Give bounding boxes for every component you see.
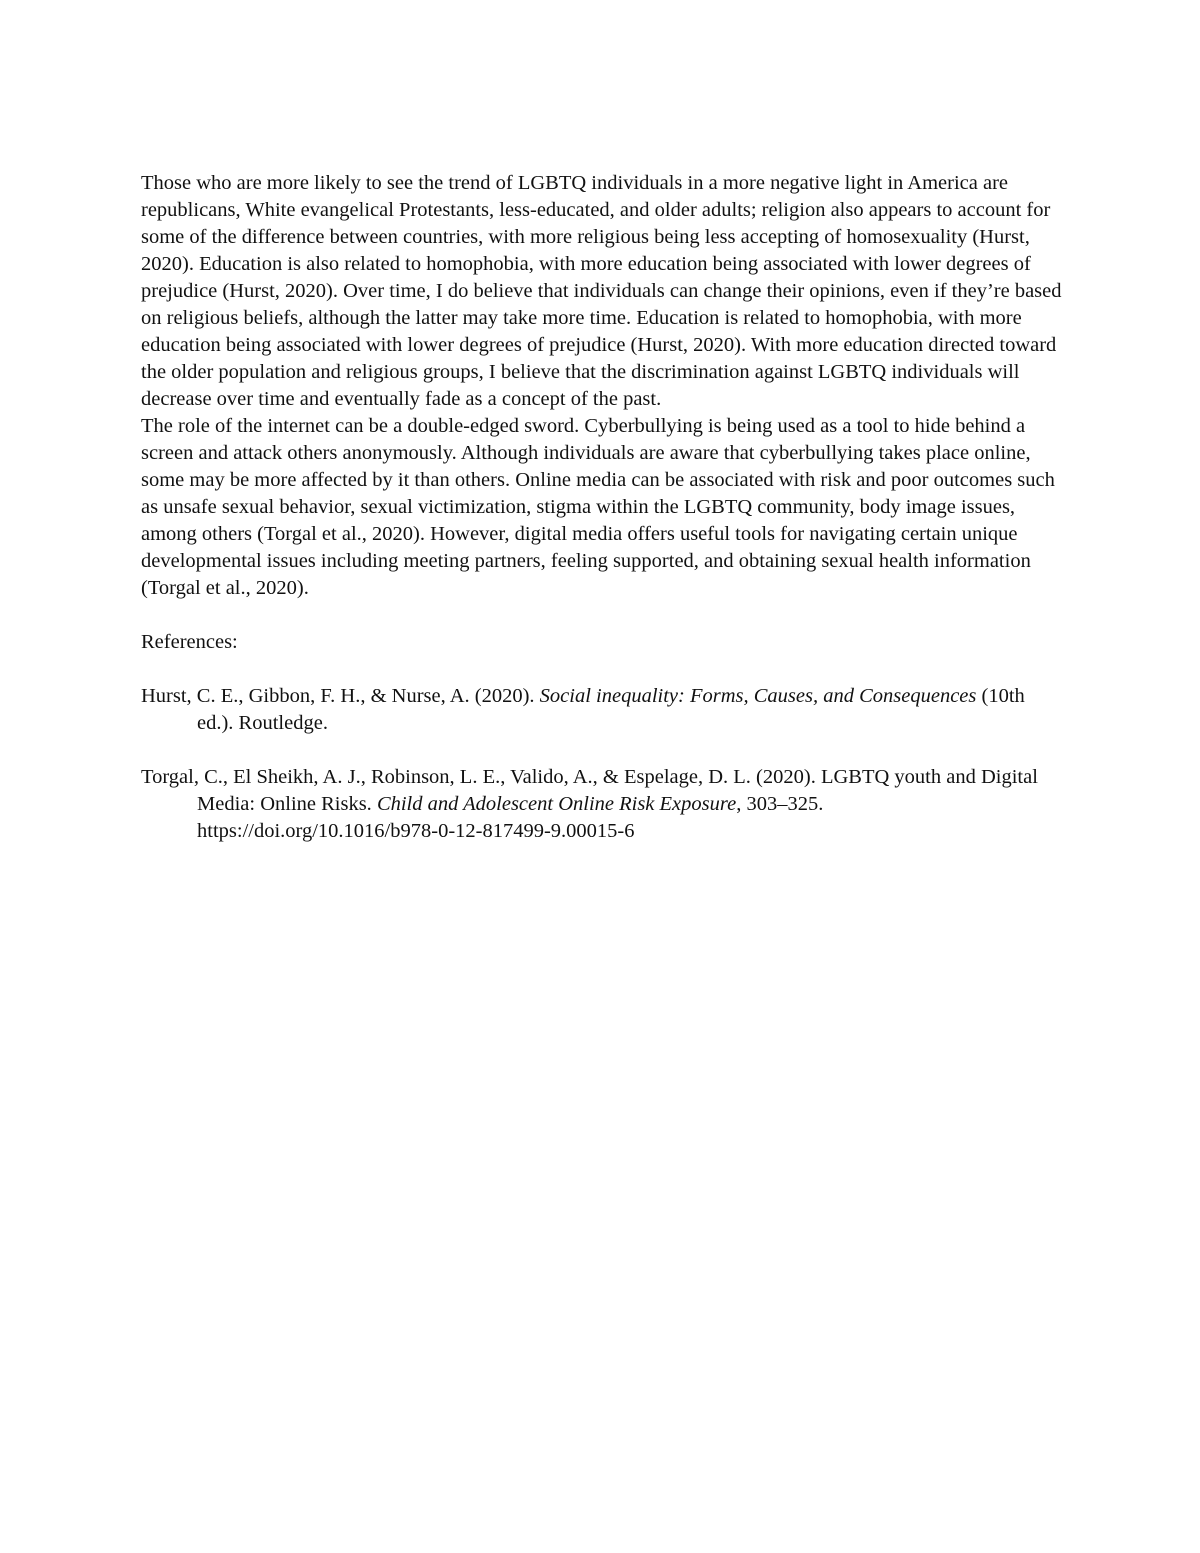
document-page [141, 170, 1063, 872]
references-heading: References: [141, 631, 238, 653]
reference-details: (10th ed.). Routledge. [197, 685, 1025, 734]
reference-title: Social inequality: Forms, Causes, and Consequences [539, 685, 977, 707]
reference-authors: Torgal, C., El Sheikh, A. J., Robinson, L. E., Valido, A., & Espelage, D. L. (2020). LGBTQ youth and Digital Media: Online Risks. [141, 766, 1038, 815]
body-paragraph-1: Those who are more likely to see the trend of LGBTQ individuals in a more negative light in America are republicans, White evangelical Protestants, less-educated, and older adults; religion also appears to account for some of the difference between countries, with more religious being less accepting of homosexuality (Hurst, 2020). Education is also related to homophobia, with more education being associated with lower degrees of prejudice (Hurst, 2020). Over time, I do believe that individuals can change their opinions, even if they’re based on religious beliefs, although the latter may take more time. Education is related to homophobia, with more education being associated with lower degrees of prejudice (Hurst, 2020). With more education directed toward the older population and religious groups, I believe that the discrimination against LGBTQ individuals will decrease over time and eventually fade as a concept of the past. [141, 172, 1062, 410]
reference-title: Child and Adolescent Online Risk Exposure [376, 793, 737, 815]
reference-list [141, 683, 1063, 845]
reference-item-hurst [141, 683, 1063, 737]
reference-details: , 303–325. https://doi.org/10.1016/b978-0-12-817499-9.00015-6 [197, 793, 824, 842]
reference-authors: Hurst, C. E., Gibbon, F. H., & Nurse, A. (2020). [141, 685, 540, 707]
reference-item-torgal [141, 764, 1063, 845]
body-paragraph-2: The role of the internet can be a double-edged sword. Cyberbullying is being used as a tool to hide behind a screen and attack others anonymously. Although individuals are aware that cyberbullying takes place online, some may be more affected by it than others. Online media can be associated with risk and poor outcomes such as unsafe sexual behavior, sexual victimization, stigma within the LGBTQ community, body image issues, among others (Torgal et al., 2020). However, digital media offers useful tools for navigating certain unique developmental issues including meeting partners, feeling supported, and obtaining sexual health information (Torgal et al., 2020). [141, 415, 1055, 599]
